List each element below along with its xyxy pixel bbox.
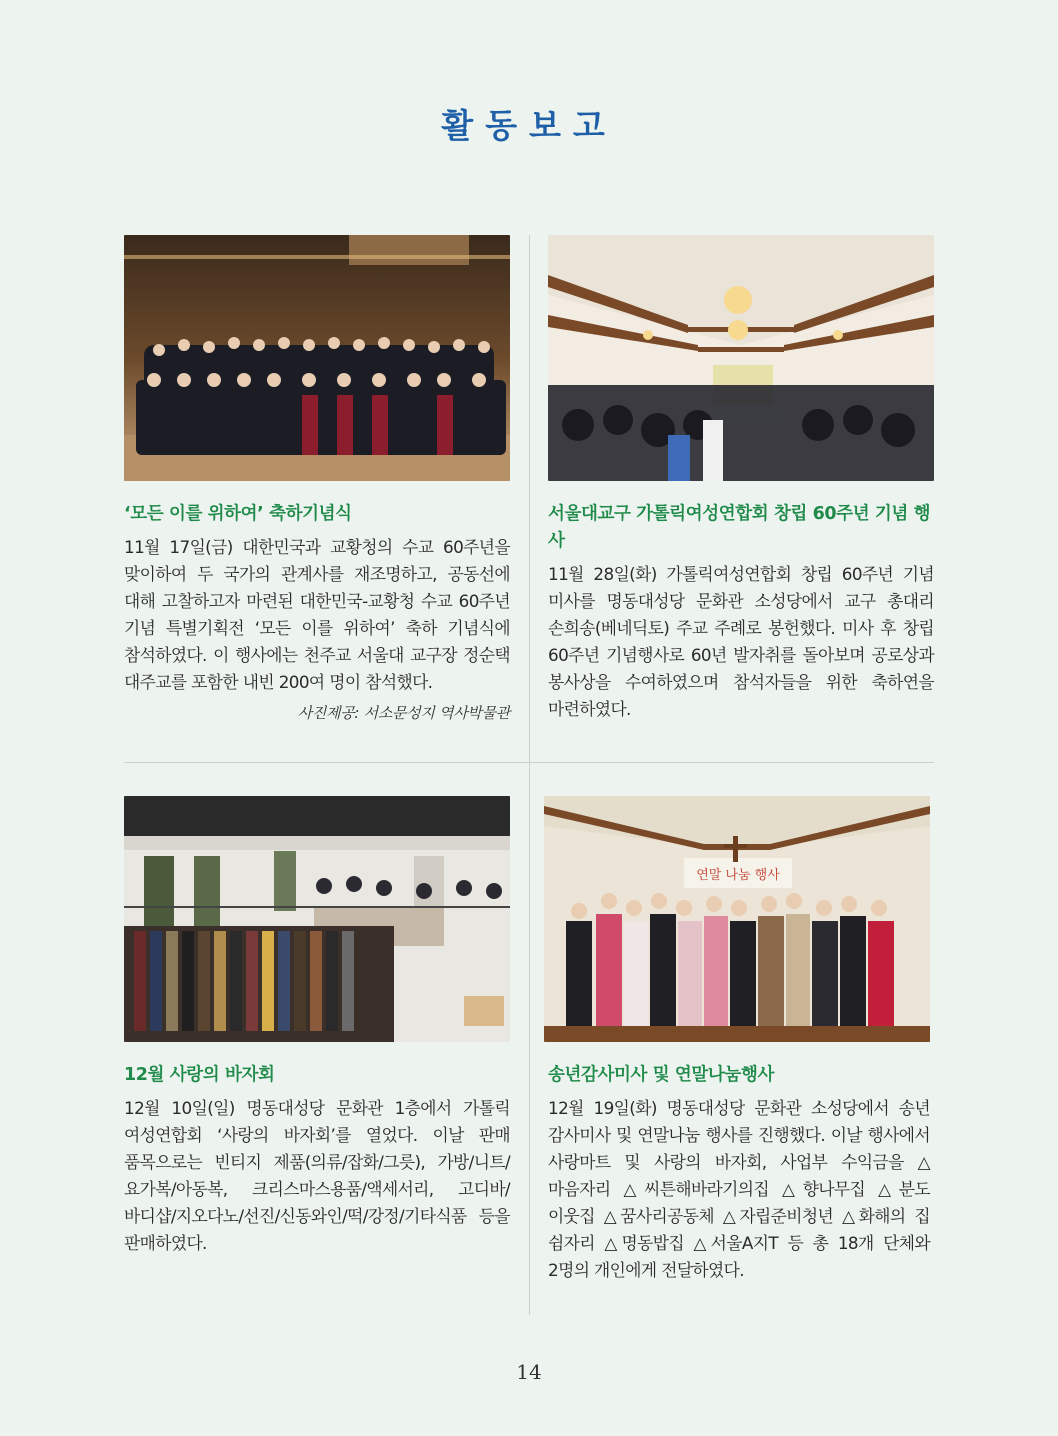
photo-bazaar	[124, 796, 510, 1042]
page-number: 14	[516, 1360, 542, 1384]
article-body: 12월 19일(화) 명동대성당 문화관 소성당에서 송년 감사미사 및 연말나눔 행사를 진행했다. 이날 행사에서 사랑마트 및 사랑의 바자회, 사업부 수익금을 △마음자리 △씨튼해바라기의집 △향나무집 △분도 이웃집 △꿈사리공동체 △자립준비청년 △화해의 집 쉼자리 △명동밥집 △서울A지T 등 총 18개 단체와 2명의 개인에게 전달하였다.	[548, 1098, 930, 1280]
photo-year-end-group	[544, 796, 930, 1042]
article-heading: 송년감사미사 및 연말나눔행사	[548, 1065, 774, 1085]
article-body: 11월 17일(금) 대한민국과 교황청의 수교 60주년을 맞이하여 두 국가의 관계사를 재조명하고, 공동선에 대해 고찰하고자 마련된 대한민국-교황청 수교 60주년 기념 특별기획전 ‘모든 이를 위하여’ 축하 기념식에 참석하였다. 이 행사에는 천주교 서울대 교구장 정순택 대주교를 포함한 내빈 200여 명이 참석했다.	[124, 537, 510, 692]
article-commemoration	[124, 235, 510, 723]
article-year-end	[544, 796, 930, 1284]
banner-text: 연말 나눔 행사	[696, 868, 780, 883]
photo-credit: 사진제공: 서소문성지 역사박물관	[297, 704, 510, 722]
article-anniversary	[548, 235, 934, 723]
article-body: 11월 28일(화) 가톨릭여성연합회 창립 60주년 기념 미사를 명동대성당 문화관 소성당에서 교구 총대리 손희송(베네딕토) 주교 주례로 봉헌했다. 미사 후 창립 60주년 기념행사로 60년 발자취를 돌아보며 공로상과 봉사상을 수여하였으며 참석자들을 위한 축하연을 마련하였다.	[548, 564, 934, 719]
article-heading: 서울대교구 가톨릭여성연합회 창립 60주년 기념 행사	[548, 504, 931, 551]
article-body: 12월 10일(일) 명동대성당 문화관 1층에서 가톨릭 여성연합회 ‘사랑의 바자회’를 열었다. 이날 판매 품목으로는 빈티지 제품(의류/잡화/그릇), 가방/니트/요가복/아동복, 크리스마스용품/액세서리, 고디바/바디샵/지오다노/선진/신동와인/떡/강정/기타식품 등을 판매하였다.	[124, 1098, 510, 1253]
photo-group-portrait	[124, 235, 510, 481]
article-bazaar	[124, 796, 510, 1257]
vertical-divider	[529, 235, 530, 1315]
horizontal-divider	[124, 762, 934, 763]
article-heading: ‘모든 이를 위하여’ 축하기념식	[124, 504, 352, 524]
article-heading: 12월 사랑의 바자회	[124, 1065, 275, 1085]
photo-anniversary-mass	[548, 235, 934, 481]
page-title: 활동보고	[441, 106, 617, 145]
